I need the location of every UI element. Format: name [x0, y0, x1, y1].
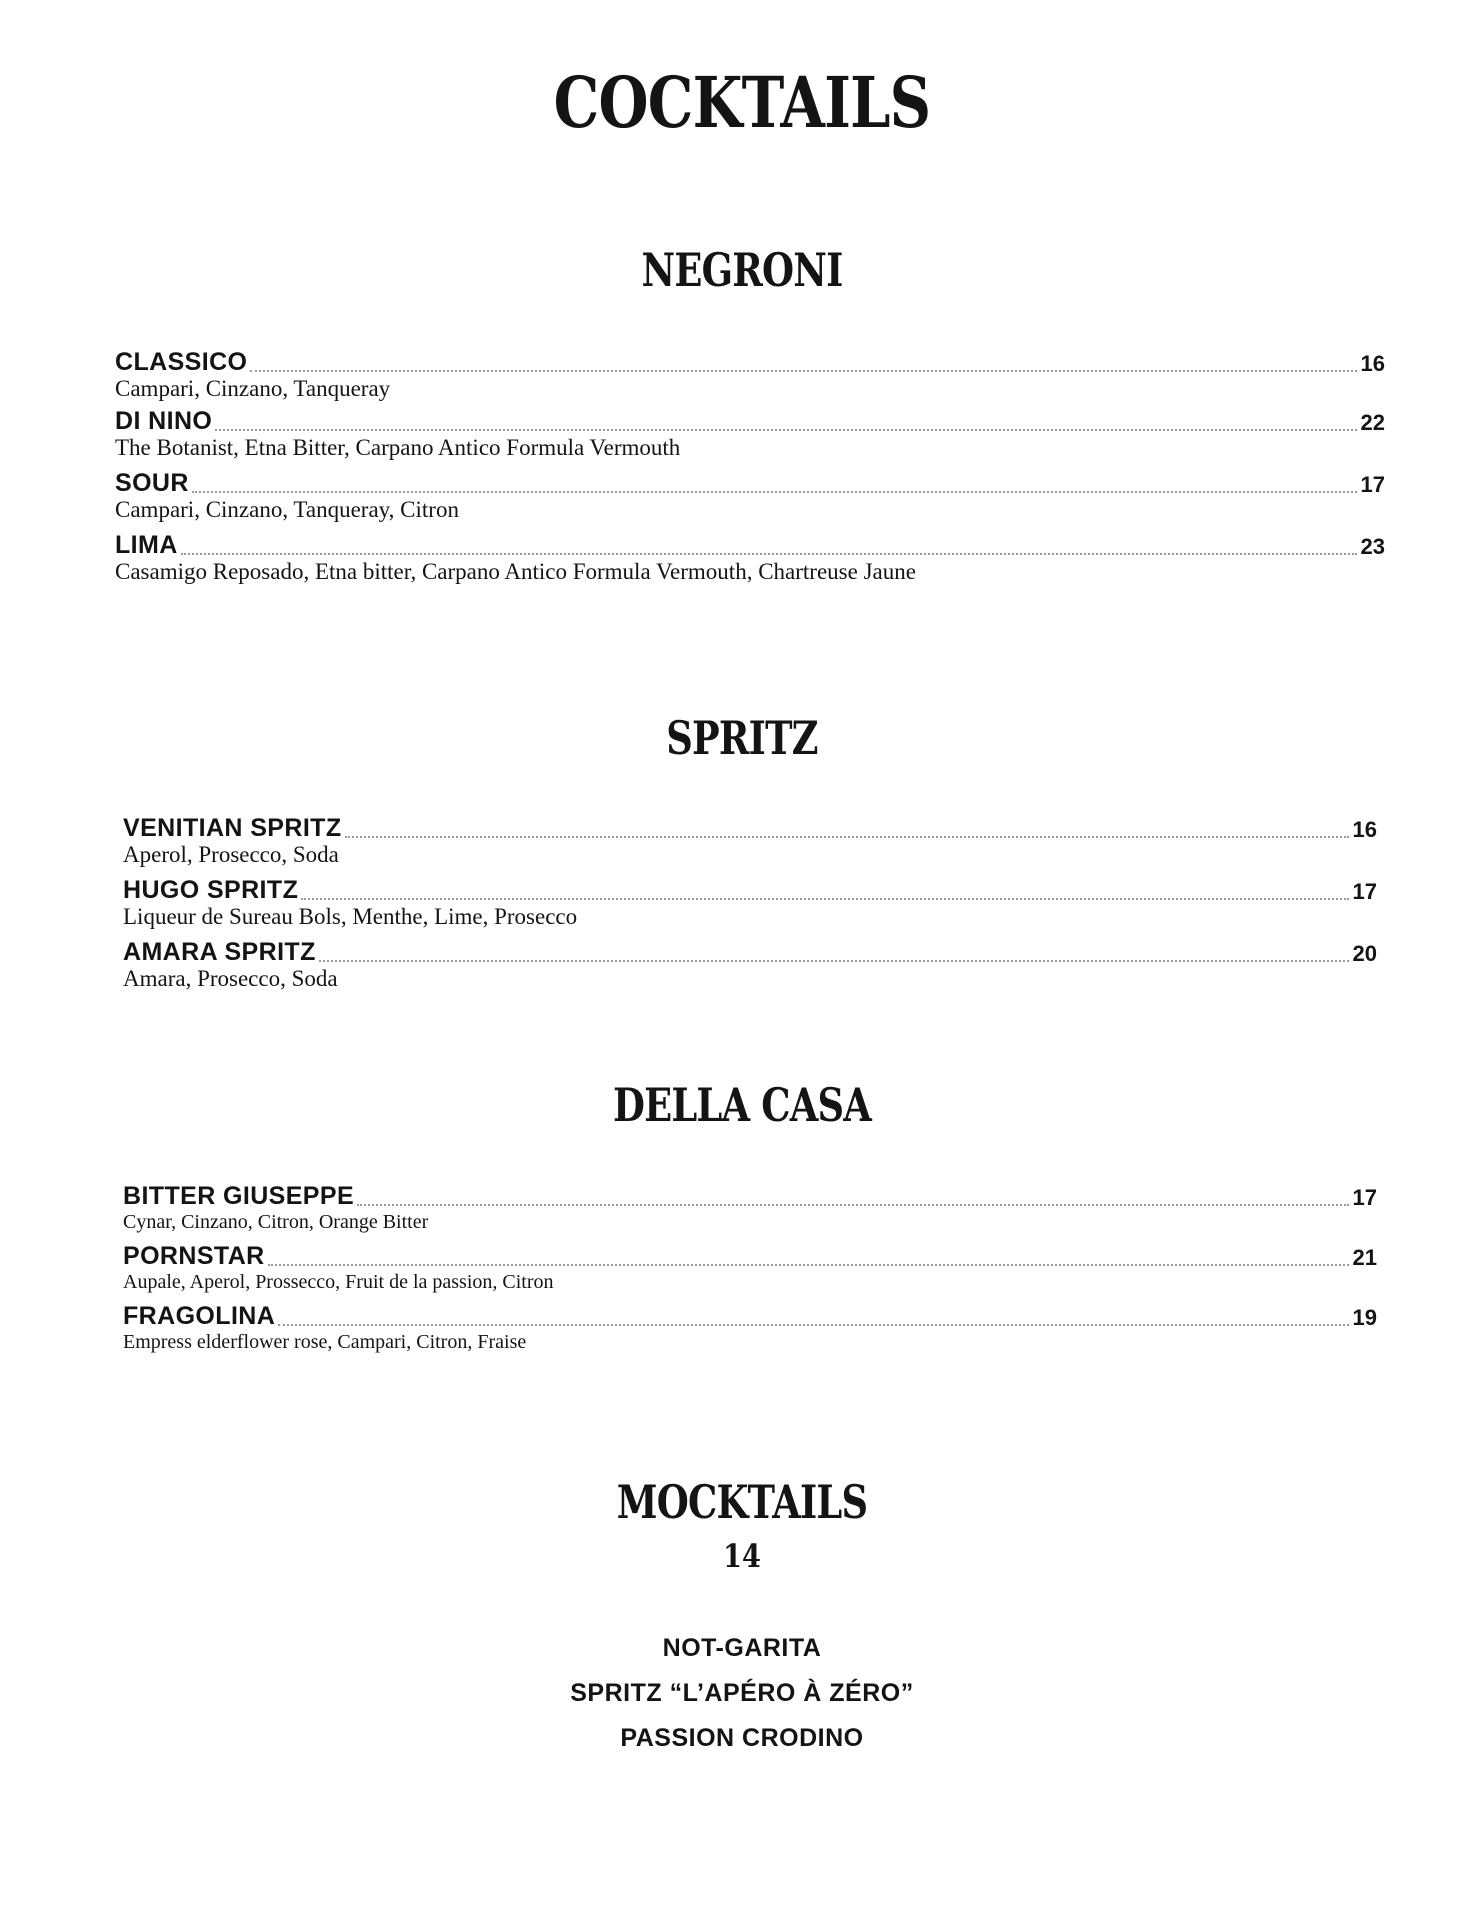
item-price: 20 [1352, 941, 1377, 966]
section-title-della-casa: DELLA CASA [612, 1078, 872, 1132]
della-casa-list [123, 1180, 1377, 1355]
menu-item-di-nino [115, 405, 1385, 462]
item-price: 23 [1360, 534, 1385, 559]
item-price: 17 [1360, 472, 1385, 497]
item-description: Liqueur de Sureau Bols, Menthe, Lime, Prosecco [123, 904, 578, 929]
mocktails-list [0, 1626, 1484, 1761]
menu-item-fragolina [123, 1300, 1377, 1355]
dot-leader [357, 1204, 1348, 1206]
spritz-list [123, 812, 1377, 993]
menu-item-hugo-spritz [123, 874, 1377, 931]
item-name: SOUR [115, 469, 189, 497]
item-description: Campari, Cinzano, Tanqueray, Citron [115, 497, 459, 522]
mocktails-price: 14 [723, 1537, 761, 1575]
dot-leader [192, 491, 1357, 493]
section-title-spritz: SPRITZ [666, 711, 818, 765]
menu-item-lima [115, 529, 1385, 586]
item-name: HUGO SPRITZ [123, 876, 299, 904]
item-name: CLASSICO [115, 348, 248, 376]
mocktail-spritz-apero-a-zero: SPRITZ “L’APÉRO À ZÉRO” [570, 1679, 914, 1707]
item-name: FRAGOLINA [123, 1302, 276, 1330]
dot-leader [319, 960, 1349, 962]
item-name: BITTER GIUSEPPE [123, 1182, 355, 1210]
negroni-list [115, 346, 1385, 586]
dot-leader [278, 1324, 1348, 1326]
section-title-mocktails: MOCKTAILS [616, 1475, 868, 1529]
item-price: 16 [1360, 351, 1385, 376]
item-description: Aperol, Prosecco, Soda [123, 842, 339, 867]
item-price: 22 [1360, 410, 1385, 435]
item-description: The Botanist, Etna Bitter, Carpano Antico Formula Vermouth [115, 435, 681, 460]
menu-item-venitian-spritz [123, 812, 1377, 869]
item-description: Cynar, Cinzano, Citron, Orange Bitter [123, 1211, 429, 1233]
menu-item-sour [115, 467, 1385, 524]
menu-title: COCKTAILS [553, 61, 931, 144]
item-description: Empress elderflower rose, Campari, Citron, Fraise [123, 1331, 527, 1353]
dot-leader [345, 836, 1349, 838]
item-price: 17 [1352, 1185, 1377, 1210]
menu-item-amara-spritz [123, 936, 1377, 993]
item-price: 16 [1352, 817, 1377, 842]
item-description: Campari, Cinzano, Tanqueray [115, 376, 391, 401]
item-name: AMARA SPRITZ [123, 938, 316, 966]
item-description: Amara, Prosecco, Soda [123, 966, 338, 991]
item-price: 19 [1352, 1305, 1377, 1330]
item-name: VENITIAN SPRITZ [123, 814, 342, 842]
mocktail-not-garita: NOT-GARITA [662, 1634, 822, 1662]
item-description: Casamigo Reposado, Etna bitter, Carpano Antico Formula Vermouth, Chartreuse Jaune [115, 559, 916, 584]
dot-leader [301, 898, 1348, 900]
dot-leader [268, 1264, 1349, 1266]
dot-leader [250, 370, 1356, 372]
dot-leader [181, 553, 1357, 555]
menu-item-classico [115, 346, 1385, 403]
item-description: Aupale, Aperol, Prossecco, Fruit de la passion, Citron [123, 1271, 554, 1293]
item-name: LIMA [115, 531, 178, 559]
menu-item-pornstar [123, 1240, 1377, 1295]
item-price: 17 [1352, 879, 1377, 904]
dot-leader [215, 429, 1356, 431]
item-price: 21 [1352, 1245, 1377, 1270]
section-title-negroni: NEGRONI [641, 243, 843, 297]
item-name: PORNSTAR [123, 1242, 265, 1270]
mocktail-passion-crodino: PASSION CRODINO [620, 1724, 864, 1752]
menu-item-bitter-giuseppe [123, 1180, 1377, 1235]
item-name: DI NINO [115, 407, 213, 435]
